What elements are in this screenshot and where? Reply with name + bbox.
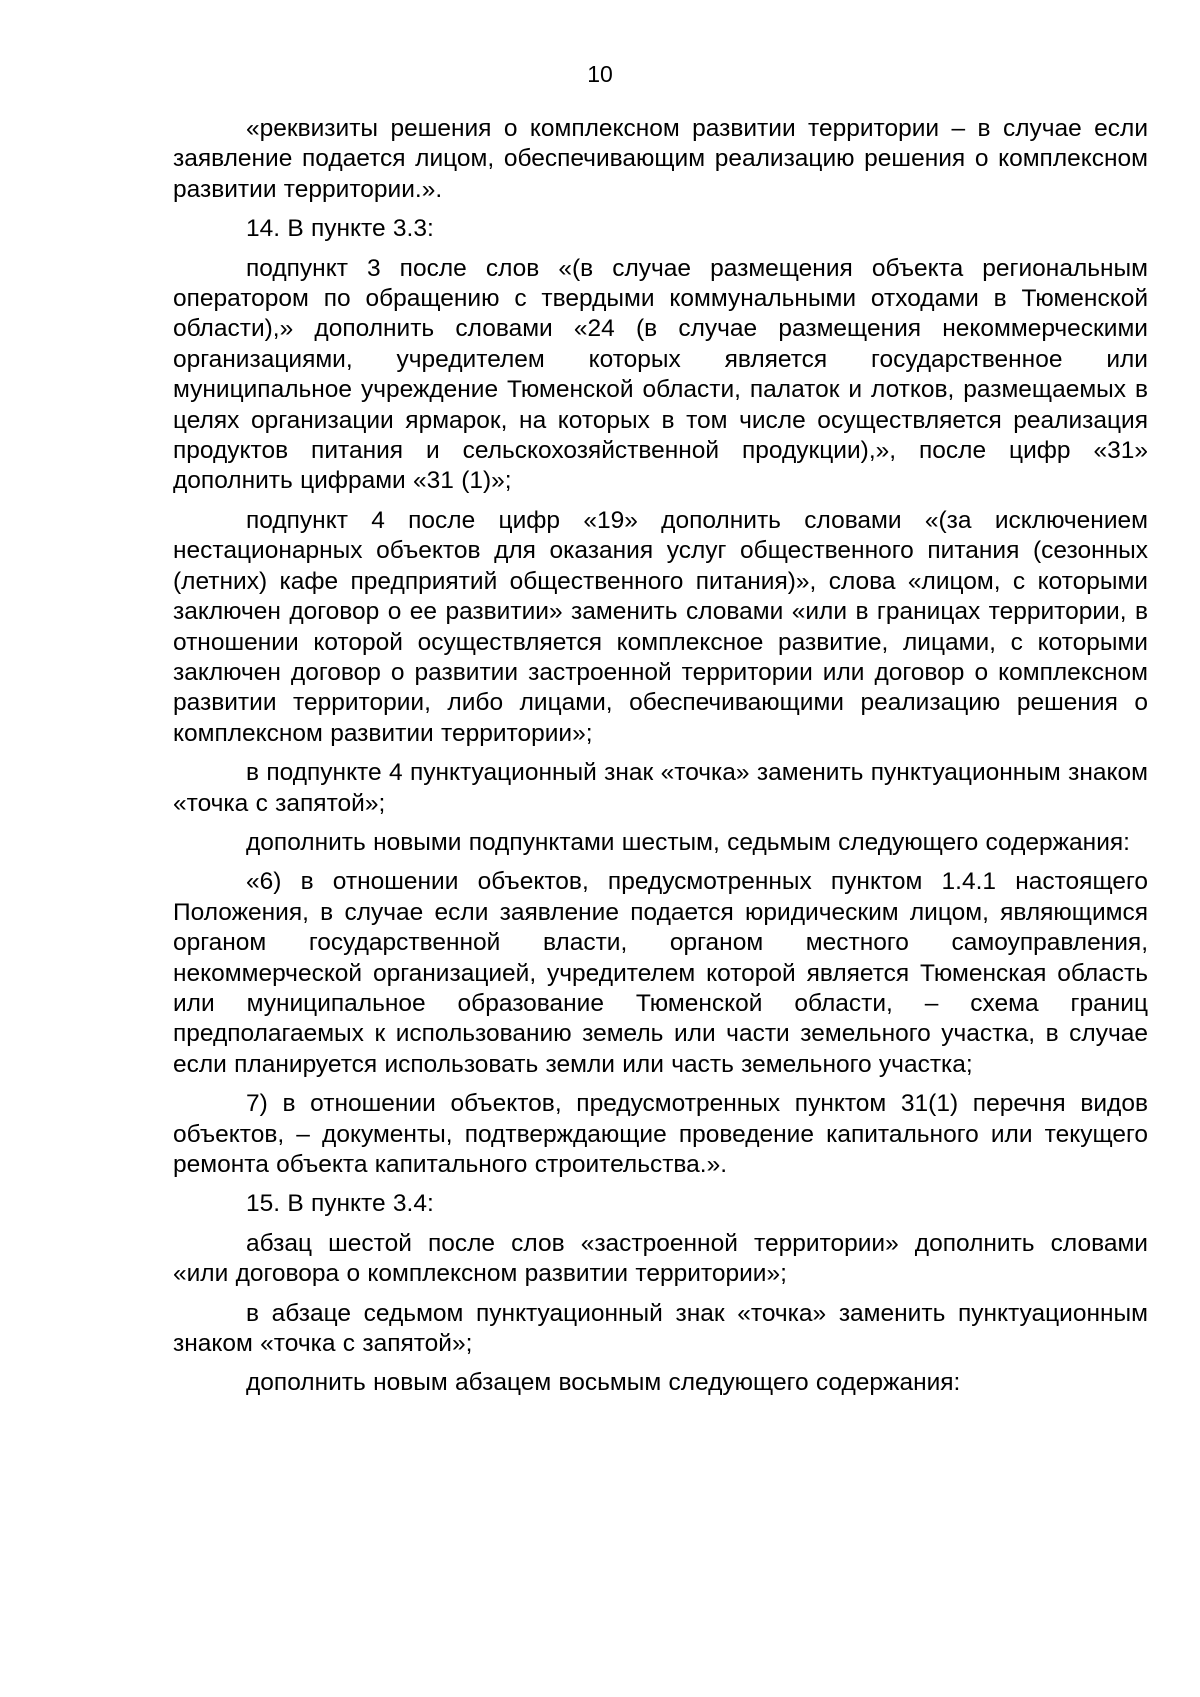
paragraph-punctuation-replacement: в подпункте 4 пунктуационный знак «точка» заменить пунктуационным знаком «точка с запятой»; [173,759,1148,817]
paragraph-add-subitems: дополнить новыми подпунктами шестым, седьмым следующего содержания: [246,828,1130,856]
paragraph-subitem-4-amendment: подпункт 4 после цифр «19» дополнить словами «(за исключением нестационарных объектов для оказания услуг общественного питания (сезонных (летних) кафе предприятий общественного питания)», слова «лицом, с которыми заключен договор о ее развитии» заменить словами «или в границах территории, в отношении которой осуществляется комплексное развитие, лицами, с которыми заключен договор о развитии застроенной территории или договор о комплексном развитии территории, либо лицами, обеспечивающими реализацию решения о комплексном развитии территории»; [173,506,1148,747]
document-body [173,114,1148,1408]
paragraph-requisites-quote: «реквизиты решения о комплексном развитии территории – в случае если заявление подается лицом, обеспечивающим реализацию решения о комплексном развитии территории.». [173,115,1148,203]
paragraph-subitem-6-text: «6) в отношении объектов, предусмотренных пунктом 1.4.1 настоящего Положения, в случае если заявление подается юридическим лицом, являющимся органом государственной власти, органом местного самоуправления, некоммерческой организацией, учредителем которой является Тюменская область или муниципальное образование Тюменской области, – схема границ предполагаемых к использованию земель или части земельного участка, в случае если планируется использовать земли или часть земельного участка; [173,868,1148,1078]
paragraph-abzac-6-amendment: абзац шестой после слов «застроенной территории» дополнить словами «или договора о комплексном развитии территории»; [173,1229,1148,1288]
paragraph-item-15-heading: 15. В пункте 3.4: [246,1190,434,1218]
paragraph-abzac-7-amendment: в абзаце седьмом пунктуационный знак «точка» заменить пунктуационным знаком «точка с запятой»; [173,1299,1148,1358]
paragraph-subitem-3-amendment: подпункт 3 после слов «(в случае размещения объекта региональным оператором по обращению с твердыми коммунальными отходами в Тюменской области),» дополнить словами «24 (в случае размещения некоммерческими организациями, учредителем которых является государственное или муниципальное учреждение Тюменской области, палаток и лотков, размещаемых в целях организации ярмарок, на которых в том числе осуществляется реализация продуктов питания и сельскохозяйственной продукции),», после цифр «31» дополнить цифрами «31 (1)»; [173,254,1148,495]
paragraph-subitem-7-text: 7) в отношении объектов, предусмотренных пунктом 31(1) перечня видов объектов, – документы, подтверждающие проведение капитального или текущего ремонта объекта капитального строительства.». [173,1090,1148,1178]
page-number: 10 [587,61,613,87]
paragraph-add-abzac-8: дополнить новым абзацем восьмым следующего содержания: [246,1369,961,1397]
paragraph-item-14-heading: 14. В пункте 3.3: [246,215,434,243]
